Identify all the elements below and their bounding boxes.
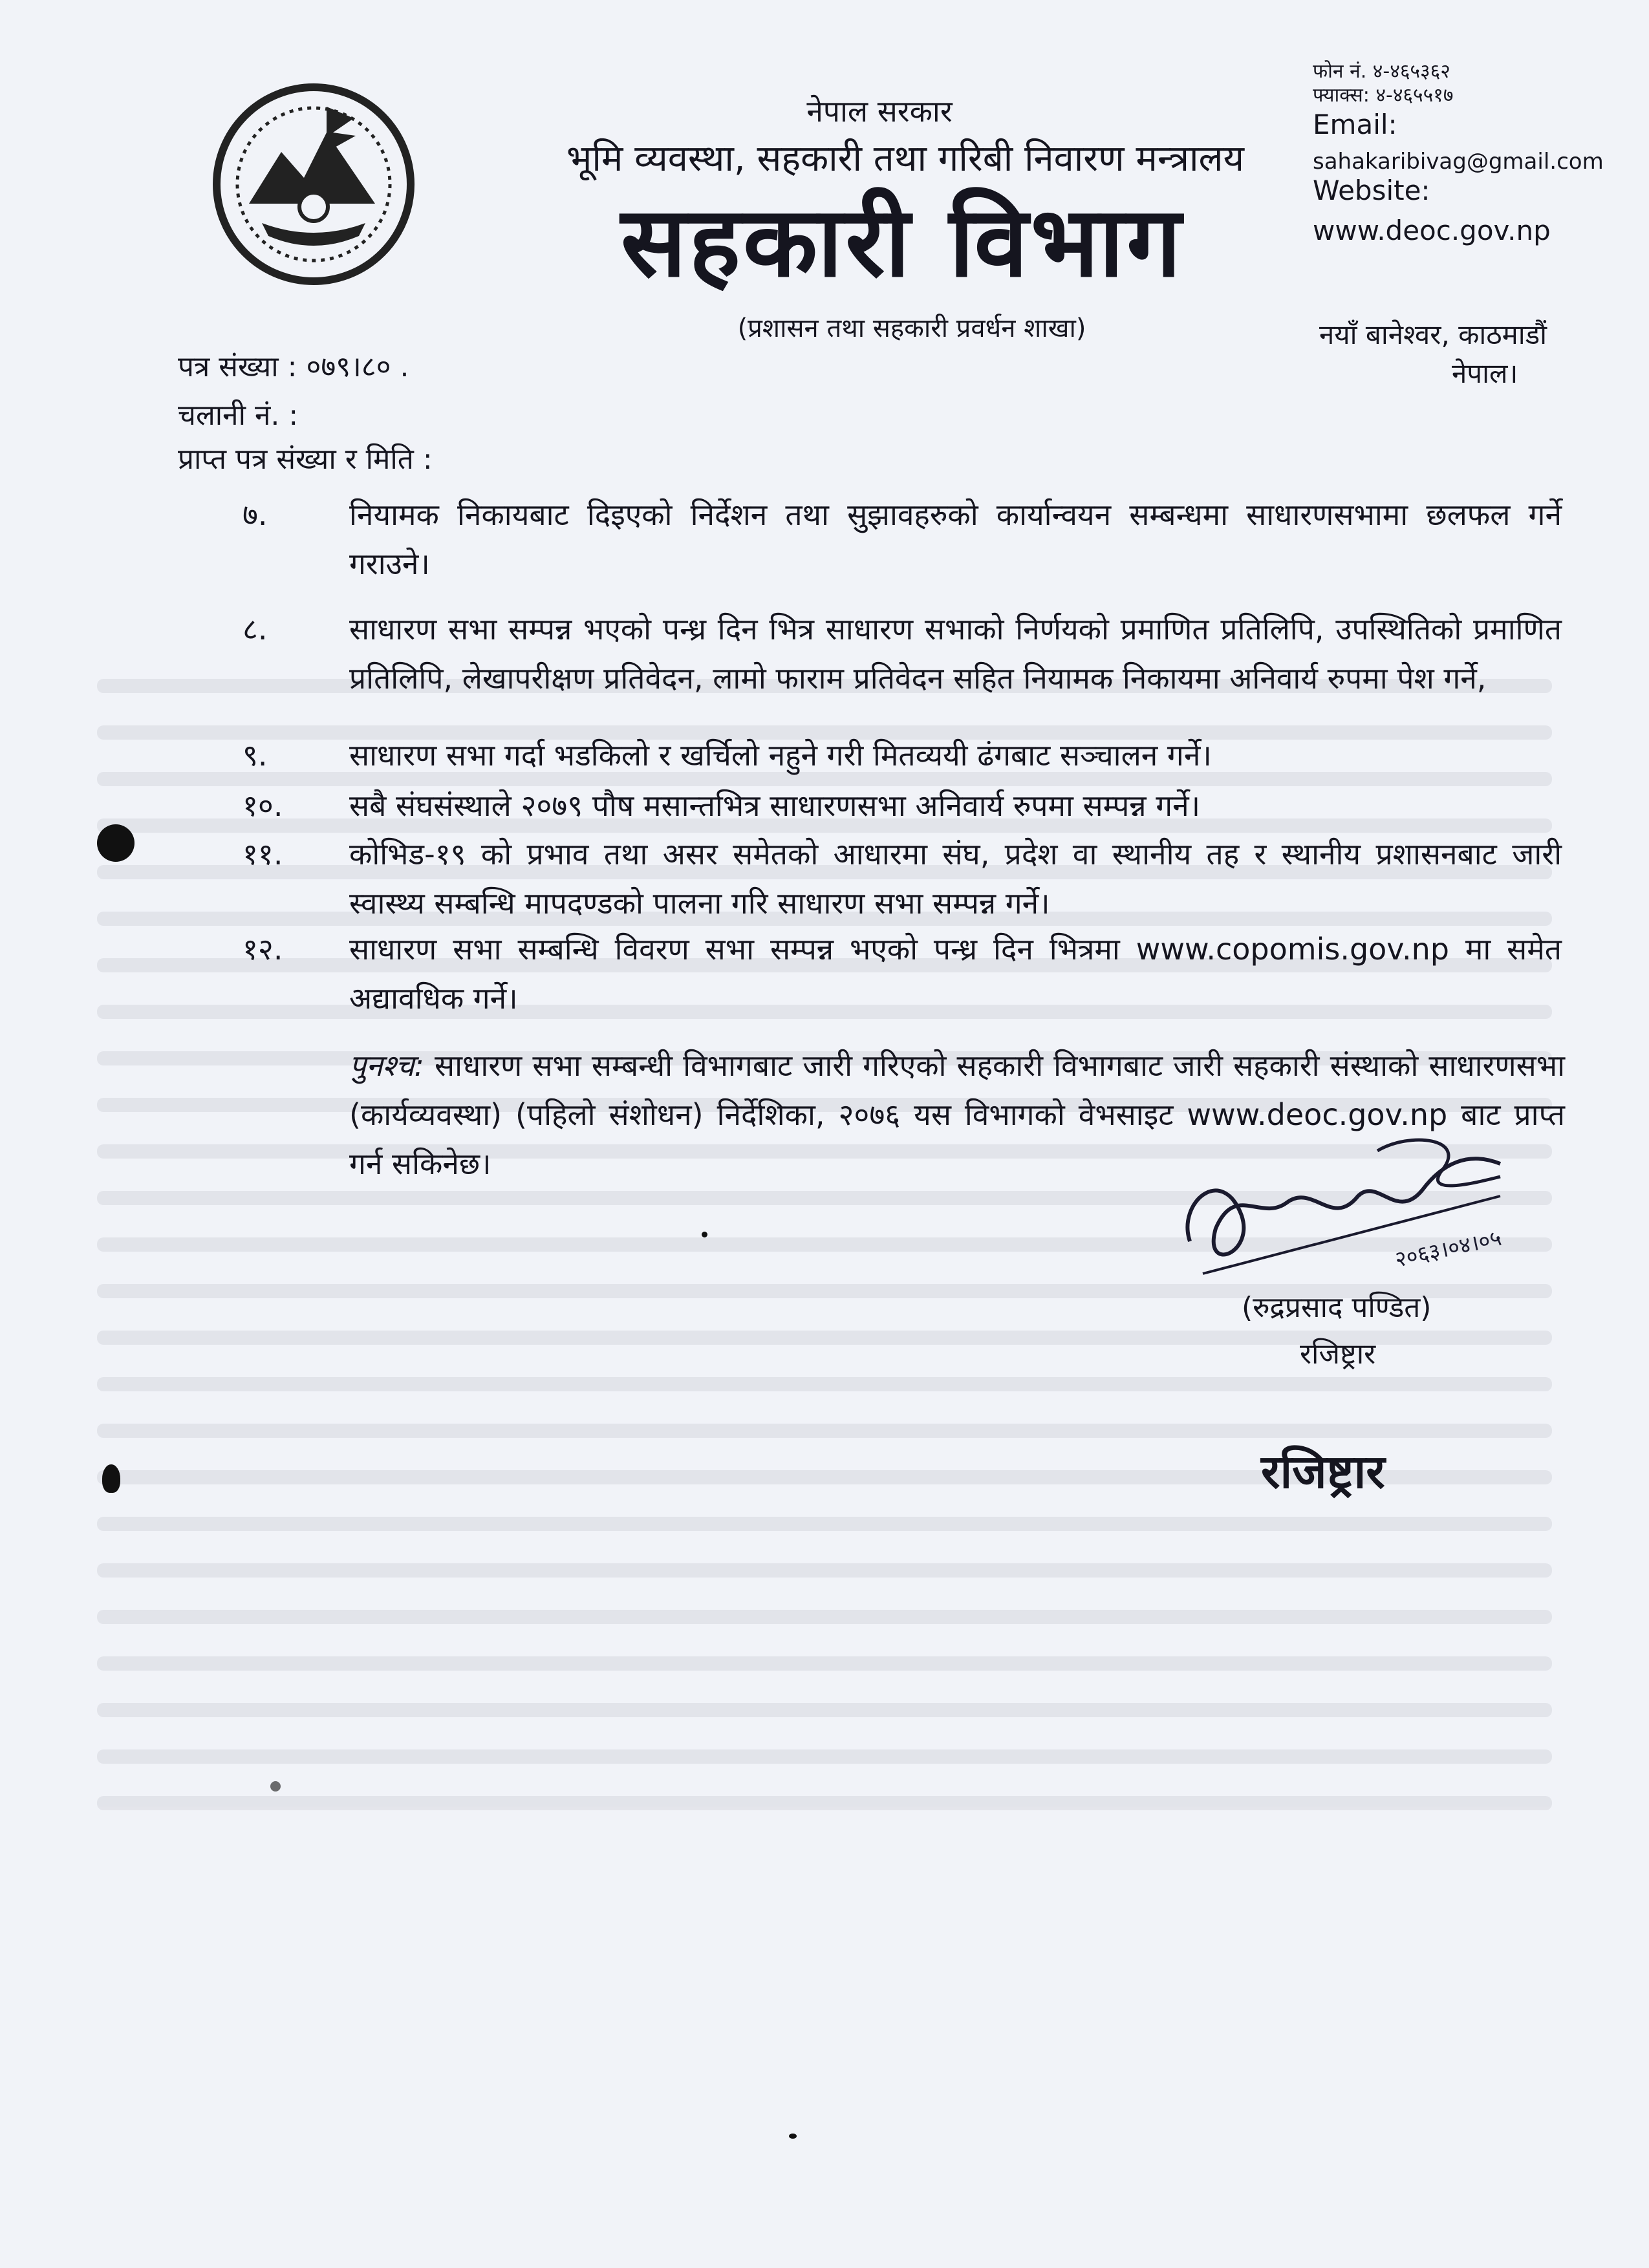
postscript-lead: पुनश्च: (349, 1048, 424, 1083)
signature-date: २०६३।०४।०५ (1392, 1225, 1504, 1273)
registrar-stamp: रजिष्ट्रार (1261, 1444, 1385, 1499)
item-number: १०. (242, 788, 283, 823)
fax-number: फ्याक्स: ४-४६५५१७ (1313, 84, 1454, 107)
item-number: ८. (242, 612, 268, 647)
list-item (242, 781, 1562, 830)
website-url: www.deoc.gov.np (1313, 215, 1551, 246)
dispatch-number: चलानी नं. : (178, 399, 299, 432)
ink-blot (702, 1232, 707, 1237)
ink-blot (102, 1464, 120, 1493)
department-name: सहकारी विभाग (621, 186, 1184, 299)
nepal-emblem-icon (210, 81, 417, 288)
ink-blot (97, 824, 135, 862)
item-text: सबै संघसंस्थाले २०७९ पौष मसान्तभित्र साधारणसभा अनिवार्य रुपमा सम्पन्न गर्ने। (349, 788, 1201, 823)
phone-number: फोन नं. ४-४६५३६२ (1313, 60, 1450, 83)
item-text: साधारण सभा सम्पन्न भएको पन्ध्र दिन भित्र साधारण सभाको निर्णयको प्रमाणित प्रतिलिपि, उपस्थितिको प्रमाणित प्रतिलिपि, लेखापरीक्षण प्रतिवेदन, लामो फाराम प्रतिवेदन सहित नियामक निकायमा अनिवार्य रुपमा पेश गर्ने, (349, 612, 1562, 696)
address-line-1: नयाँ बानेश्वर, काठमाडौं (1319, 319, 1547, 350)
email-address: sahakaribivag@gmail.com (1313, 149, 1604, 175)
signer-name: (रुद्रप्रसाद पण्डित) (1242, 1291, 1432, 1324)
signer-title: रजिष्ट्रार (1300, 1338, 1376, 1371)
list-item (242, 490, 1562, 588)
item-number: १२. (242, 932, 283, 967)
postscript-text: साधारण सभा सम्बन्धी विभागबाट जारी गरिएको सहकारी विभागबाट जारी सहकारी संस्थाको साधारणसभा (कार्यव्यवस्था) (पहिलो संशोधन) निर्देशिका, २०७६ यस विभागको वेभसाइट www.deoc.gov.np बाट प्राप्त गर्न सकिनेछ। (349, 1048, 1565, 1181)
section-name: (प्रशासन तथा सहकारी प्रवर्धन शाखा) (737, 314, 1086, 343)
list-item (242, 604, 1562, 703)
received-letter-ref: प्राप्त पत्र संख्या र मिति : (178, 443, 433, 476)
item-text: कोभिड-१९ को प्रभाव तथा असर समेतको आधारमा संघ, प्रदेश वा स्थानीय तह र स्थानीय प्रशासनबाट जारी स्वास्थ्य सम्बन्धि मापदण्डको पालना गरि साधारण सभा सम्पन्न गर्ने। (349, 837, 1562, 921)
list-item (242, 925, 1562, 1023)
item-text: साधारण सभा सम्बन्धि विवरण सभा सम्पन्न भएको पन्ध्र दिन भित्रमा www.copomis.gov.np मा समेत अद्यावधिक गर्ने। (349, 932, 1562, 1016)
handwritten-signature (1164, 1125, 1526, 1312)
ministry-name: भूमि व्यवस्था, सहकारी तथा गरिबी निवारण मन्त्रालय (566, 138, 1244, 180)
item-text: साधारण सभा गर्दा भडकिलो र खर्चिलो नहुने गरी मितव्ययी ढंगबाट सञ्चालन गर्ने। (349, 738, 1212, 773)
ink-blot (789, 2134, 797, 2139)
list-item (242, 731, 1562, 780)
letter-number: पत्र संख्या : ०७९।८० . (178, 350, 409, 383)
government-name: नेपाल सरकार (806, 94, 953, 129)
website-label: Website: (1313, 175, 1430, 206)
item-text: नियामक निकायबाट दिइएको निर्देशन तथा सुझावहरुको कार्यान्वयन सम्बन्धमा साधारणसभामा छलफल गर्ने गराउने। (349, 497, 1562, 581)
item-number: ७. (242, 497, 268, 532)
item-number: ९. (242, 738, 268, 773)
email-label: Email: (1313, 109, 1397, 140)
address-line-2: नेपाल। (1452, 358, 1518, 389)
item-number: ११. (242, 837, 283, 872)
ink-blot (270, 1781, 281, 1792)
list-item (242, 829, 1562, 928)
